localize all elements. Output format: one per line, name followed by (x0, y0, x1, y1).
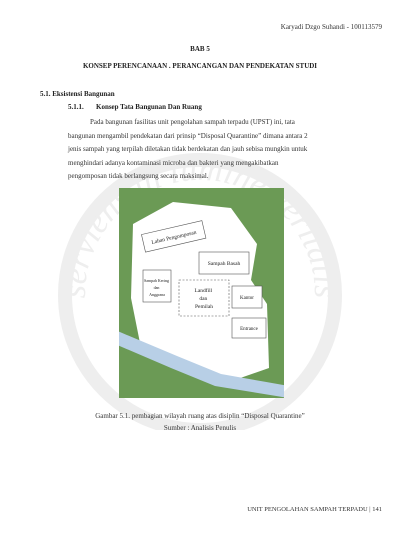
zone-label: Kantor (240, 296, 254, 301)
figure-source: Sumber : Analisis Penulis (163, 424, 237, 432)
zone-label: Lahan Pengomposan (150, 229, 198, 246)
zone-sampah-basah (199, 252, 249, 274)
svg-text:Landfill dan P: Landfill dan Pemilah (194, 288, 214, 310)
paragraph-line: bangunan mengambil pendekatan dari prinsip “Disposal Quarantine” dimana antara 2 (68, 131, 308, 140)
subsection-heading (68, 103, 202, 111)
body-paragraph (68, 116, 368, 184)
subsection-number: 5.1.1. (68, 103, 84, 111)
figure-caption: Gambar 5.1. pembagian wilayah ruang atas disiplin “Disposal Quarantine” (95, 412, 305, 420)
zone-label: Entrance (240, 327, 258, 332)
subsection-title: Konsep Tata Bangunan Dan Ruang (96, 103, 202, 111)
zone-entrance (232, 318, 266, 338)
svg-text:Sampah Kering dan: Sampah Kering dan Anggrana (144, 278, 169, 297)
zone-label: Sampah Basah (207, 261, 241, 267)
chapter-title: KONSEP PERENCANAAN . PERANCANGAN DAN PENDEKATAN STUDI (82, 62, 318, 70)
section-heading: 5.1. Eksistensi Bangunan (40, 90, 115, 98)
author-header: Karyadi Dzgo Suhandi - 100113579 (280, 23, 382, 31)
zone-landfill (179, 280, 229, 316)
page-footer: UNIT PENGOLAHAN SAMPAH TERPADU | 141 (247, 506, 382, 513)
paragraph-line: Pada bangunan fasilitas unit pengolahan sampah terpadu (UPST) ini, tata (90, 118, 295, 126)
zone-kantor (232, 286, 262, 308)
paragraph-line: menghindari adanya kontaminasi microba dan bakteri yang mengakibatkan (68, 158, 279, 167)
paragraph-line: jenis sampah yang terpilah diletakan tidak berdekatan dan jauh sebisa mungkin untuk (68, 145, 308, 153)
watermark-text: servien in lumine eritatis (55, 150, 345, 299)
zone-sampah-kering (143, 270, 171, 302)
chapter-label: BAB 5 (190, 45, 210, 53)
site-zoning-figure (119, 188, 284, 398)
paragraph-line: pengomposan tidak berlangsung secara maksimal. (68, 172, 209, 180)
